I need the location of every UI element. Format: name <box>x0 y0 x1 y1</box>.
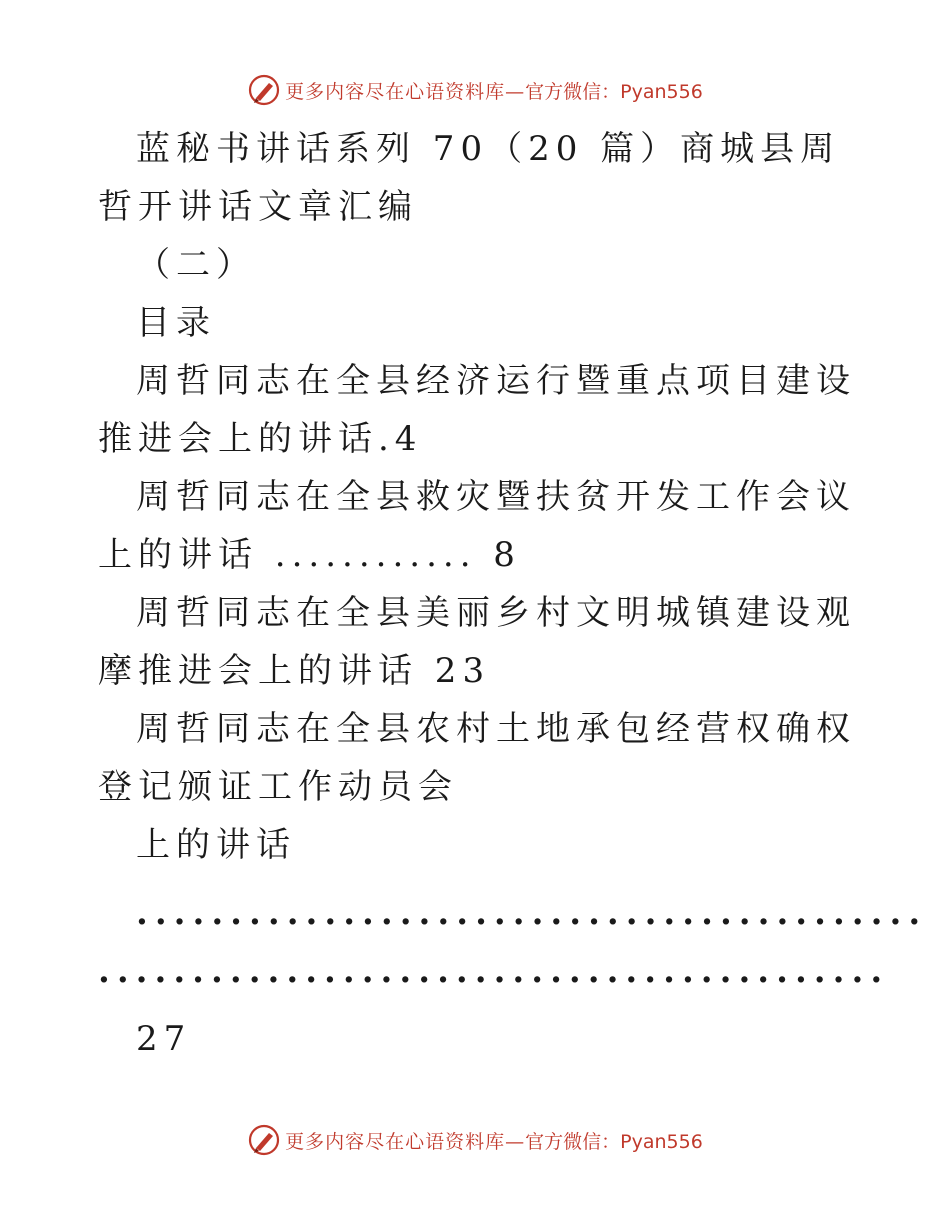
pen-logo-icon <box>247 73 281 107</box>
banner-contact: 官方微信：Pyan556 <box>525 80 703 103</box>
footer-banner <box>0 1120 950 1160</box>
banner-contact: 官方微信：Pyan556 <box>525 1130 703 1153</box>
toc-heading: 目录 <box>136 303 216 343</box>
document-body <box>98 120 928 1068</box>
toc-entry: 周哲同志在全县美丽乡村文明城镇建设观摩推进会上的讲话 23 <box>98 593 856 691</box>
banner-text: 更多内容尽在心语资料库— <box>285 80 526 103</box>
toc-entry: 周哲同志在全县经济运行暨重点项目建设推进会上的讲话.4 <box>98 361 856 459</box>
header-banner <box>0 70 950 110</box>
part-label: （二） <box>136 245 256 285</box>
page-number: 27 <box>136 1019 192 1059</box>
toc-entry: 周哲同志在全县救灾暨扶贫开发工作会议上的讲话 ............ 8 <box>98 477 856 575</box>
toc-entry: 周哲同志在全县农村土地承包经营权确权登记颁证工作动员会 <box>98 709 856 807</box>
dot-leader: .......................................... <box>98 951 890 991</box>
dot-leader: .......................................... <box>136 893 928 933</box>
toc-entry-continuation: 上的讲话 <box>136 825 296 865</box>
pen-logo-icon <box>247 1123 281 1157</box>
banner-text: 更多内容尽在心语资料库— <box>285 1130 526 1153</box>
document-title: 蓝秘书讲话系列 70（20 篇）商城县周哲开讲话文章汇编 <box>98 129 841 227</box>
